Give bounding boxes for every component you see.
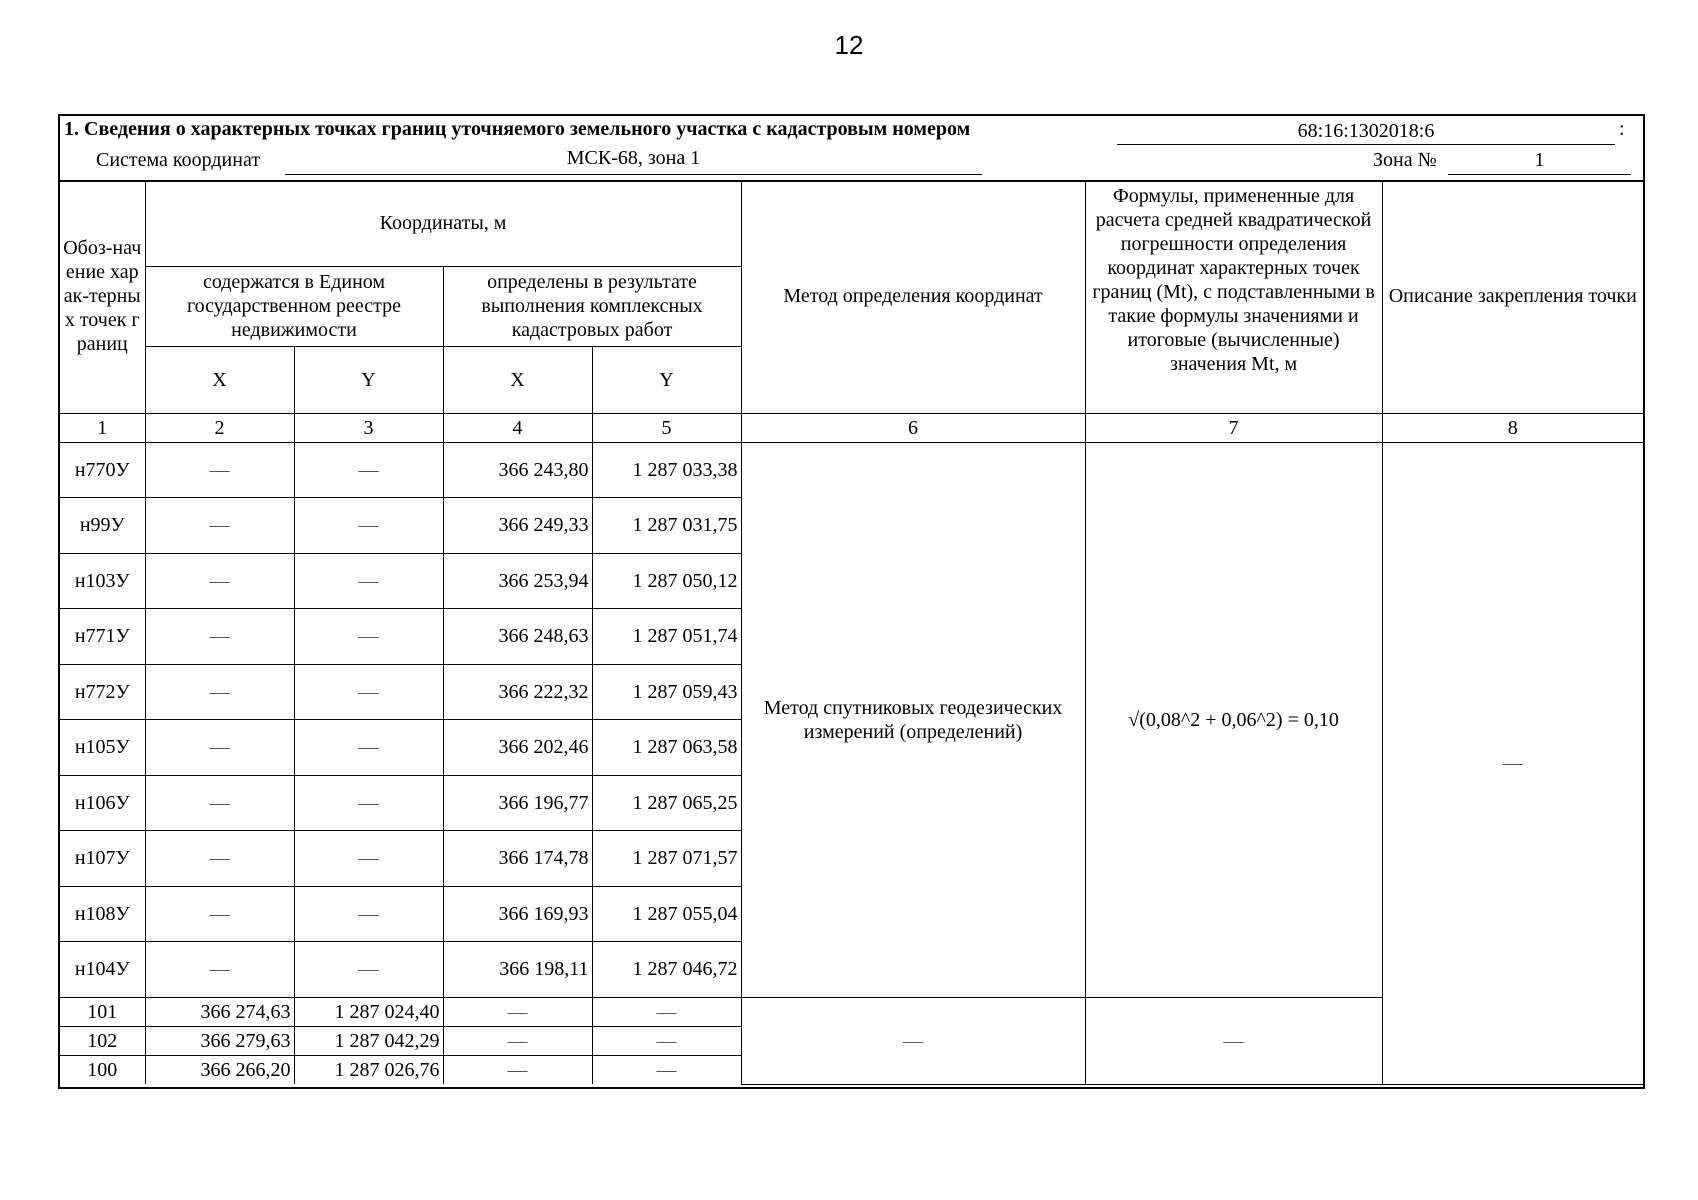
registry-y-value: —: [294, 553, 443, 609]
zone-value: 1: [1534, 149, 1545, 171]
point-id: н103У: [60, 553, 145, 609]
registry-x-value: —: [145, 720, 294, 776]
method-value: Метод спутниковых геодезических измерений (определений): [741, 442, 1085, 997]
determined-y-value: 1 287 065,25: [592, 775, 741, 831]
col-registry-header: содержатся в Едином государственном реестре недвижимости: [145, 266, 443, 346]
registry-x-value: —: [145, 942, 294, 998]
col-description-header: Описание закрепления точки: [1382, 180, 1643, 413]
coord-system-value: МСК-68, зона 1: [566, 147, 701, 169]
col-number: 1: [60, 413, 145, 442]
registry-x-value: 366 274,63: [145, 997, 294, 1026]
registry-x-value: —: [145, 775, 294, 831]
determined-x-value: 366 174,78: [443, 831, 592, 887]
method-value-empty: —: [741, 997, 1085, 1084]
cadastral-number: 68:16:1302018:6: [1297, 120, 1435, 142]
col-number: 6: [741, 413, 1085, 442]
zone-label: Зона №: [1373, 149, 1437, 171]
registry-x-value: —: [145, 498, 294, 554]
col-number: 7: [1085, 413, 1382, 442]
point-id: н104У: [60, 942, 145, 998]
col-number: 4: [443, 413, 592, 442]
col-formula-header: Формулы, примененные для расчета средней квадратической погрешности определения координат характерных точек границ (Mt), с подставленными в такие формулы значениями и итоговые (вычисленные) значения Mt, м: [1085, 180, 1382, 413]
determined-x-value: 366 243,80: [443, 442, 592, 498]
point-id: н770У: [60, 442, 145, 498]
determined-x-value: 366 253,94: [443, 553, 592, 609]
registry-y-value: —: [294, 664, 443, 720]
point-id: н106У: [60, 775, 145, 831]
point-id: 100: [60, 1055, 145, 1084]
table-title: 1. Сведения о характерных точках границ уточняемого земельного участка с кадастровым номером: [64, 118, 971, 140]
col-designation-header: Обоз-начение харак-терных точек границ: [60, 180, 145, 413]
coord-system-label: Система координат: [96, 149, 261, 171]
page-number: 12: [834, 30, 864, 60]
registry-y-value: 1 287 024,40: [294, 997, 443, 1026]
zone-underline: [1448, 174, 1631, 175]
point-id: н771У: [60, 609, 145, 665]
table-header-block: [60, 116, 1643, 182]
registry-x-value: —: [145, 442, 294, 498]
col-method-header: Метод определения координат: [741, 180, 1085, 413]
determined-y-value: 1 287 046,72: [592, 942, 741, 998]
registry-y-value: —: [294, 609, 443, 665]
registry-x-value: 366 279,63: [145, 1026, 294, 1055]
determined-x-value: 366 248,63: [443, 609, 592, 665]
determined-y-value: —: [592, 997, 741, 1026]
col-determined-y: Y: [592, 346, 741, 413]
determined-y-value: 1 287 055,04: [592, 886, 741, 942]
title-colon: :: [1619, 118, 1625, 140]
col-registry-x: X: [145, 346, 294, 413]
determined-y-value: 1 287 033,38: [592, 442, 741, 498]
determined-x-value: —: [443, 1026, 592, 1055]
col-number: 5: [592, 413, 741, 442]
registry-x-value: —: [145, 664, 294, 720]
registry-y-value: 1 287 026,76: [294, 1055, 443, 1084]
point-id: н99У: [60, 498, 145, 554]
col-number: 8: [1382, 413, 1643, 442]
col-coords-header: Координаты, м: [145, 180, 741, 266]
registry-x-value: —: [145, 553, 294, 609]
registry-y-value: —: [294, 775, 443, 831]
coord-system-underline: [285, 174, 982, 175]
col-registry-y: Y: [294, 346, 443, 413]
point-id: 102: [60, 1026, 145, 1055]
registry-y-value: —: [294, 886, 443, 942]
point-id: 101: [60, 997, 145, 1026]
point-id: н105У: [60, 720, 145, 776]
registry-x-value: —: [145, 831, 294, 887]
col-number: 2: [145, 413, 294, 442]
determined-x-value: 366 198,11: [443, 942, 592, 998]
col-determined-x: X: [443, 346, 592, 413]
determined-y-value: 1 287 059,43: [592, 664, 741, 720]
determined-x-value: —: [443, 997, 592, 1026]
formula-value: √(0,08^2 + 0,06^2) = 0,10: [1085, 442, 1382, 997]
determined-y-value: —: [592, 1055, 741, 1084]
point-id: н107У: [60, 831, 145, 887]
points-table: [60, 180, 1643, 1085]
determined-x-value: 366 249,33: [443, 498, 592, 554]
point-id: н108У: [60, 886, 145, 942]
determined-x-value: 366 169,93: [443, 886, 592, 942]
registry-y-value: —: [294, 720, 443, 776]
col-determined-header: определены в результате выполнения комплексных кадастровых работ: [443, 266, 741, 346]
col-number: 3: [294, 413, 443, 442]
determined-x-value: 366 222,32: [443, 664, 592, 720]
column-number-row: [60, 413, 1643, 442]
registry-x-value: —: [145, 609, 294, 665]
registry-y-value: 1 287 042,29: [294, 1026, 443, 1055]
determined-x-value: 366 196,77: [443, 775, 592, 831]
points-table-frame: [58, 114, 1645, 1089]
determined-y-value: 1 287 051,74: [592, 609, 741, 665]
formula-value-empty: —: [1085, 997, 1382, 1084]
registry-y-value: —: [294, 942, 443, 998]
determined-y-value: 1 287 050,12: [592, 553, 741, 609]
determined-y-value: 1 287 071,57: [592, 831, 741, 887]
determined-y-value: —: [592, 1026, 741, 1055]
registry-y-value: —: [294, 831, 443, 887]
registry-y-value: —: [294, 498, 443, 554]
determined-y-value: 1 287 063,58: [592, 720, 741, 776]
description-value: —: [1382, 442, 1643, 1084]
registry-y-value: —: [294, 442, 443, 498]
cadastral-underline: [1117, 144, 1615, 145]
point-id: н772У: [60, 664, 145, 720]
registry-x-value: 366 266,20: [145, 1055, 294, 1084]
determined-x-value: —: [443, 1055, 592, 1084]
determined-y-value: 1 287 031,75: [592, 498, 741, 554]
table-row: [60, 442, 1643, 498]
determined-x-value: 366 202,46: [443, 720, 592, 776]
registry-x-value: —: [145, 886, 294, 942]
